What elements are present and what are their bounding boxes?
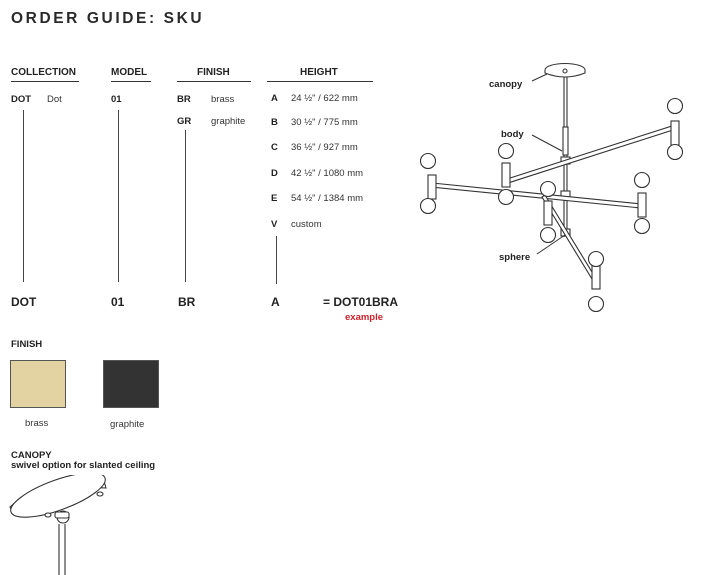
model-header: MODEL: [111, 67, 148, 78]
height-header: HEIGHT: [300, 67, 338, 78]
finish-section-title: FINISH: [11, 339, 43, 350]
socket: [671, 121, 679, 145]
sku-model: 01: [111, 295, 125, 309]
sphere: [421, 199, 436, 214]
height-code-c: C: [271, 142, 278, 153]
body-leader: [532, 135, 562, 151]
height-connector: [276, 236, 277, 284]
finish-name-graphite: graphite: [211, 116, 246, 127]
sphere: [421, 154, 436, 169]
middle-arm: [431, 183, 642, 208]
height-value-e: 54 ½" / 1384 mm: [291, 193, 364, 204]
sphere: [635, 219, 650, 234]
body-label: body: [501, 129, 524, 140]
sphere: [499, 190, 514, 205]
socket: [544, 201, 552, 225]
height-value-v: custom: [291, 219, 322, 230]
finish-code-br: BR: [177, 94, 191, 105]
swivel-bracket: [55, 512, 69, 518]
sphere: [541, 228, 556, 243]
height-code-b: B: [271, 117, 278, 128]
height-code-e: E: [271, 193, 278, 204]
sphere: [499, 144, 514, 159]
sku-finish: BR: [178, 295, 196, 309]
page-title: ORDER GUIDE: SKU: [11, 10, 205, 27]
canopy-label: canopy: [489, 79, 523, 90]
height-code-a: A: [271, 93, 278, 104]
brass-swatch[interactable]: [10, 360, 66, 408]
sku-collection: DOT: [11, 295, 37, 309]
graphite-swatch-label: graphite: [110, 419, 145, 430]
canopy-screw-hole: [45, 513, 51, 517]
socket: [592, 265, 600, 289]
finish-name-brass: brass: [211, 94, 235, 105]
graphite-swatch[interactable]: [103, 360, 159, 408]
model-connector: [118, 110, 119, 282]
height-underline: [267, 81, 373, 82]
collection-connector: [23, 110, 24, 282]
canopy-section-title: CANOPY: [11, 450, 52, 461]
upper-arm: [507, 125, 676, 183]
chandelier-diagram: [410, 55, 702, 320]
height-value-a: 24 ½" / 622 mm: [291, 93, 358, 104]
sku-example-note: example: [345, 312, 384, 323]
finish-connector: [185, 130, 186, 282]
body-sleeve: [563, 127, 568, 155]
collection-name: Dot: [47, 94, 62, 105]
sphere: [589, 252, 604, 267]
height-code-d: D: [271, 168, 278, 179]
model-code: 01: [111, 94, 122, 105]
model-underline: [111, 81, 151, 82]
socket: [638, 193, 646, 217]
finish-underline: [177, 81, 251, 82]
sku-height: A: [271, 295, 280, 309]
finish-code-gr: GR: [177, 116, 192, 127]
finish-header: FINISH: [197, 67, 230, 78]
collection-header: COLLECTION: [11, 67, 76, 78]
sphere-label: sphere: [499, 252, 531, 263]
height-value-c: 36 ½" / 927 mm: [291, 142, 358, 153]
sku-result: = DOT01BRA: [323, 295, 399, 309]
socket: [428, 175, 436, 199]
sphere: [635, 173, 650, 188]
collection-underline: [11, 81, 79, 82]
brass-swatch-label: brass: [25, 418, 49, 429]
canopy-leader: [532, 74, 547, 81]
sphere: [668, 99, 683, 114]
socket: [502, 163, 510, 187]
sphere: [668, 145, 683, 160]
height-value-b: 30 ½" / 775 mm: [291, 117, 358, 128]
canopy-center: [563, 69, 567, 73]
canopy-screw-hole: [97, 492, 103, 496]
canopy-section-subtitle: swivel option for slanted ceiling: [11, 460, 156, 471]
collection-code: DOT: [11, 94, 32, 105]
swivel-canopy-illustration: [0, 475, 150, 575]
height-code-v: V: [271, 219, 278, 230]
sphere: [589, 297, 604, 312]
height-value-d: 42 ½" / 1080 mm: [291, 168, 364, 179]
sphere: [541, 182, 556, 197]
